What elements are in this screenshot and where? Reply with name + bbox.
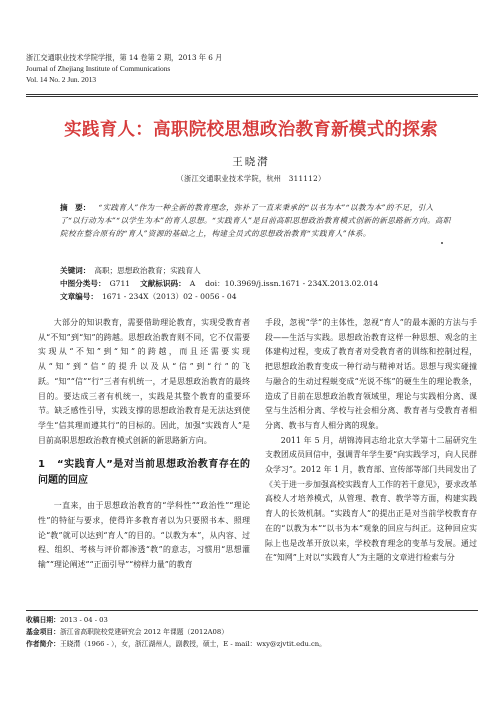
author-affiliation: （浙江交通职业技术学院，杭州 311112）: [176, 174, 326, 183]
section-title: “实践育人”是对当前思想政治教育存在的问题的回应: [38, 459, 250, 487]
fund-text: 浙江省高职院校党建研究会 2012 年课题（2012A08）: [59, 628, 229, 637]
abstract: [60, 201, 452, 241]
section-number: 1: [38, 459, 45, 471]
article-number-label: 文章编号：: [60, 292, 98, 301]
header-rule-thin: [26, 96, 478, 97]
received-label: 收稿日期：: [26, 616, 60, 624]
doc-code-value: A: [189, 279, 196, 288]
clc-label: 中图分类号：: [60, 279, 106, 288]
fund-label: 基金项目：: [26, 628, 60, 637]
author-bio-label: 作者简介：: [26, 640, 60, 649]
abstract-text: “实践育人”作为一种全新的教育理念，弥补了一直来秉承的“以书为本”“以教为本”的不足，引入了“以行动为本”“以学生为本”的育人思想。“实践育人”是目前高职思想政治教育模式创新的新思路新方向。高职院校在整合原有的“育人”资源的基础之上，构建全员式的思想政治教育“实践育人”体系。: [60, 203, 451, 239]
section-paragraph: 一直来，由于思想政治教育的“学科性”“政治性”“理论性”的特征与要求，使得许多教育者以为只要照书本、照理论“教”就可以达到“育人”的目的。“以教为本”，从内容、过程、组织、考核与评价都渗透“教”的意志，习惯用“思想灌输”“理论阐述”“正面引导”“榜样力量”的教育: [38, 501, 250, 570]
left-column: [38, 316, 250, 573]
author-bio-line: [26, 638, 486, 650]
journal-volume: Vol. 14 No. 2 Jun. 2013: [26, 75, 97, 84]
header-rule: [26, 94, 478, 95]
scan-speck: [441, 242, 443, 244]
keywords-text: 高职；思想政治教育；实践育人: [94, 266, 201, 275]
doi-label: doi：: [205, 279, 225, 288]
footnotes: [26, 614, 486, 651]
classification-line: [60, 278, 460, 289]
abstract-label: 摘 要：: [60, 203, 91, 212]
footnote-rule: [26, 610, 478, 611]
journal-header: [26, 52, 476, 85]
article-number-value: 1671 - 234X（2013）02 - 0056 - 04: [101, 292, 237, 301]
doc-code-label: 文献标识码：: [140, 279, 186, 288]
article-number-line: [60, 291, 460, 302]
article-author: 王晓潸: [232, 156, 270, 168]
right-column: [265, 316, 477, 566]
journal-line-chinese: 浙江交通职业技术学院学报，第 14 卷第 2 期，2013 年 6 月: [26, 53, 223, 62]
body-paragraph-continued: 手段，忽视“学”的主体性，忽视“育人”的最本源的方法与手段——生活与实践。思想政治教育这样一种思想、观念的主体建构过程，变成了教育者对受教育者的训练和控制过程，把思想政治教育变成一种行动与精神对话。思想与现实碰撞与融合的生动过程蜕变成“光说不练”的硬生生的理论教条，造成了目前在思想政治教育领域里，理论与实践相分离、课堂与生活相分离、学校与社会相分离、教育者与受教育者相分离、教书与育人相分离的现象。: [265, 318, 477, 430]
fund-line: [26, 626, 486, 638]
author-bio-text: 王晓潸（1966 - ），女，浙江湖州人，副教授，硕士，E - mail：wxy@zjvtit.edu.cn。: [59, 640, 326, 649]
clc-value: G711: [109, 279, 131, 288]
body-paragraph: 2011 年 5 月，胡锦涛同志给北京大学第十二届研究生支教团成员回信中，强调青年学生要“向实践学习，向人民群众学习”。2012 年 1 月，教育部、宣传部等部门共同发出了《关于进一步加强高校实践育人工作的若干意见》，要求改革高校人才培养模式，从管理、教育、教学等方面，构建实践育人的长效机制。“实践育人”的提出正是对当前学校教育存在的“以教为本”“以书为本”观象的回应与纠正。这种回应实际上也是改革开放以来，学校教育理念的变革与发展。通过在“知网”上对以“实践育人”为主题的文章进行检索与分: [265, 435, 477, 563]
doi-value: 10.3969/j.issn.1671 - 234X.2013.02.014: [224, 279, 379, 288]
received-date-line: [26, 614, 486, 626]
received-date: 2013 - 04 - 03: [59, 616, 108, 624]
keywords-line: [60, 265, 460, 276]
keywords-label: 关键词：: [60, 266, 91, 275]
intro-paragraph: 大部分的知识教育，需要借助理论教育，实现受教育者从“不知”到“知”的跨越。思想政治教育则不同，它不仅需要实现从“不知”到“知”的跨越，而且还需要实现从“知”到“信”的提升以及从“信”到“行”的飞跃。“知”“信”“行”三者有机统一，才是思想政治教育的最终目的。要达成三者有机统一，实践是其整个教育的重要环节。缺乏感性引导，实践支撑的思想政治教育是无法达到使学生“信其理而遵其行”的目标的。因此，加强“实践育人”是目前高职思想政治教育模式创新的新思路新方向。: [38, 318, 250, 445]
journal-line-english: Journal of Zhejiang Institute of Communications: [26, 64, 171, 73]
article-title: 实践育人：高职院校思想政治教育新模式的探索: [64, 120, 438, 140]
section-heading: [38, 457, 250, 489]
